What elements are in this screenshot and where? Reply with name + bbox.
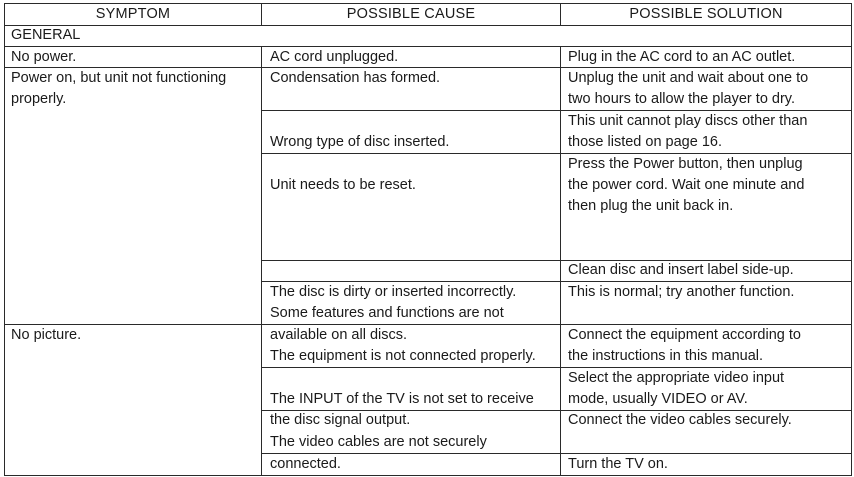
header-symptom: SYMPTOM	[95, 6, 171, 22]
solution-text: Press the Power button, then unplug	[568, 156, 803, 172]
cause-text: the disc signal output.	[270, 412, 411, 428]
solution-text: the instructions in this manual.	[568, 348, 764, 364]
header-solution: POSSIBLE SOLUTION	[629, 6, 783, 22]
cause-text: The equipment is not connected properly.	[270, 348, 536, 364]
solution-text: two hours to allow the player to dry.	[568, 91, 796, 107]
solution-text: the power cord. Wait one minute and	[568, 177, 805, 193]
header-cause: POSSIBLE CAUSE	[346, 6, 476, 22]
cause-text: Wrong type of disc inserted.	[270, 134, 450, 150]
symptom-power-on-cont: properly.	[11, 91, 67, 107]
solution-text: Clean disc and insert label side-up.	[568, 262, 794, 278]
cause-text: connected.	[270, 456, 341, 472]
solution-text: Plug in the AC cord to an AC outlet.	[568, 49, 796, 65]
solution-text: This is normal; try another function.	[568, 284, 795, 300]
solution-text: This unit cannot play discs other than	[568, 113, 808, 129]
cause-text: The INPUT of the TV is not set to receive	[270, 391, 534, 407]
cause-text: Unit needs to be reset.	[270, 177, 416, 193]
cause-text: The disc is dirty or inserted incorrectly.	[270, 284, 517, 300]
rule-col-2	[560, 46, 561, 476]
rule-right	[851, 3, 852, 476]
symptom-power-on: Power on, but unit not functioning	[11, 70, 227, 86]
rule-row	[261, 453, 852, 454]
cause-text: The video cables are not securely	[270, 434, 487, 450]
solution-text: then plug the unit back in.	[568, 198, 734, 214]
cause-text: Condensation has formed.	[270, 70, 441, 86]
solution-text: those listed on page 16.	[568, 134, 722, 150]
solution-text: Unplug the unit and wait about one to	[568, 70, 809, 86]
section-general: GENERAL	[11, 27, 81, 43]
cause-text: AC cord unplugged.	[270, 49, 399, 65]
symptom-no-picture: No picture.	[11, 327, 82, 343]
cause-text: Some features and functions are not	[270, 305, 504, 321]
solution-text: Turn the TV on.	[568, 456, 668, 472]
rule-left	[4, 3, 5, 476]
solution-text: mode, usually VIDEO or AV.	[568, 391, 748, 407]
solution-text: Connect the equipment according to	[568, 327, 801, 343]
rule-header-bottom	[4, 25, 852, 26]
solution-text: Connect the video cables securely.	[568, 412, 792, 428]
solution-text: Select the appropriate video input	[568, 370, 785, 386]
cause-text: available on all discs.	[270, 327, 408, 343]
rule-bottom	[4, 475, 852, 476]
symptom-no-power: No power.	[11, 49, 77, 65]
rule-col-1	[261, 46, 262, 476]
